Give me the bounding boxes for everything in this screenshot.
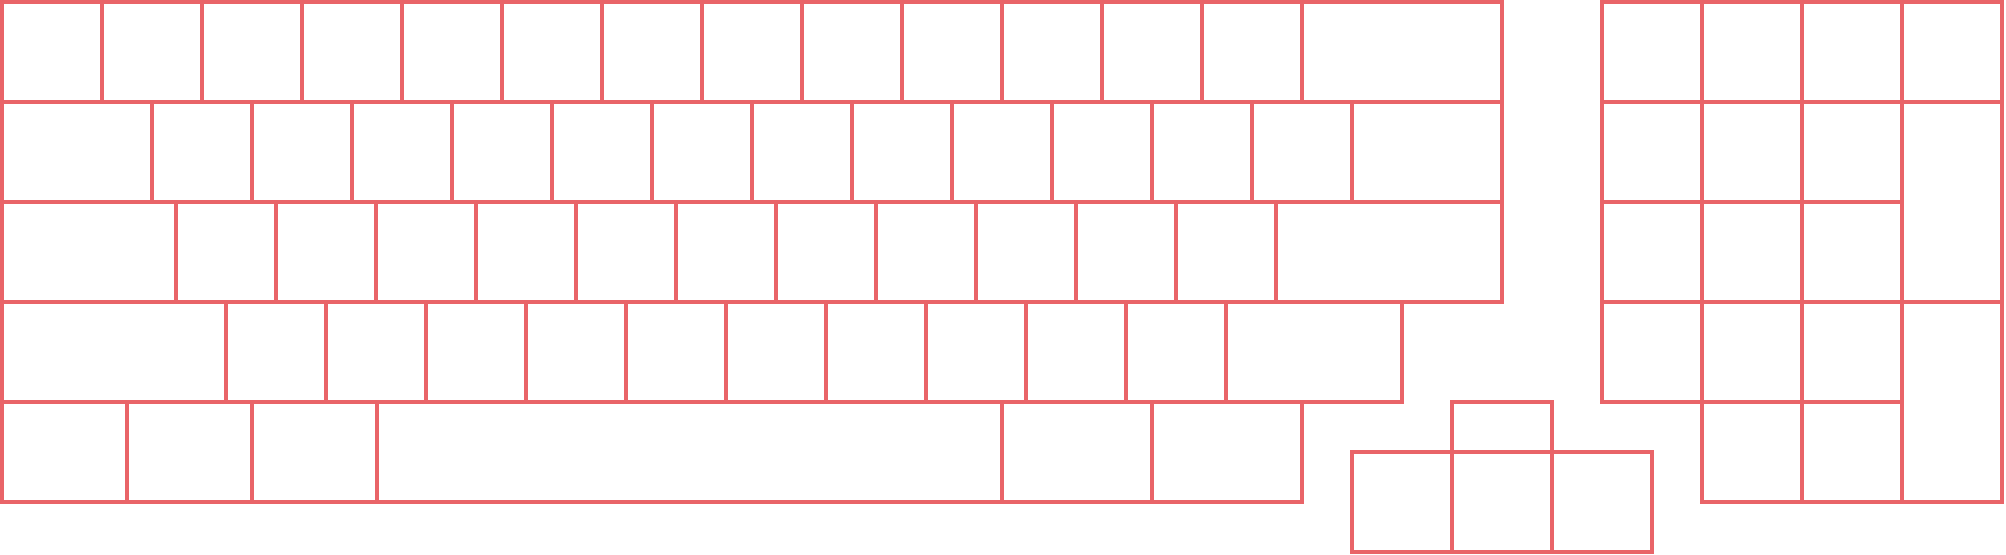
key-main-r5-1 — [2, 402, 127, 502]
key-main-r2-4 — [352, 102, 452, 202]
key-main-r4-1 — [2, 302, 226, 402]
key-main-r3-11 — [1076, 202, 1176, 302]
key-main-r1-1 — [2, 2, 102, 102]
key-main-r4-10 — [1026, 302, 1126, 402]
key-main-r2-14 — [1352, 102, 1502, 202]
numpad-key-r3-3 — [1802, 202, 1902, 302]
key-main-r3-12 — [1176, 202, 1276, 302]
key-main-r3-4 — [376, 202, 476, 302]
key-main-r1-3 — [202, 2, 302, 102]
key-main-r2-8 — [752, 102, 852, 202]
key-main-r5-2 — [127, 402, 252, 502]
key-main-r1-4 — [302, 2, 402, 102]
key-main-r2-3 — [252, 102, 352, 202]
key-main-r1-9 — [802, 2, 902, 102]
key-main-r4-11 — [1126, 302, 1226, 402]
main-key-block — [2, 2, 1502, 502]
key-main-r1-7 — [602, 2, 702, 102]
key-main-r1-6 — [502, 2, 602, 102]
key-main-r3-7 — [676, 202, 776, 302]
key-main-r1-11 — [1002, 2, 1102, 102]
key-main-r2-9 — [852, 102, 952, 202]
key-main-r3-1 — [2, 202, 176, 302]
key-main-r2-13 — [1252, 102, 1352, 202]
key-main-r2-2 — [152, 102, 252, 202]
key-main-r4-8 — [826, 302, 926, 402]
key-main-r3-9 — [876, 202, 976, 302]
key-main-r3-13 — [1276, 202, 1502, 302]
key-main-r4-12 — [1226, 302, 1402, 402]
key-main-r3-3 — [276, 202, 376, 302]
arrow-right-key — [1552, 452, 1652, 552]
key-main-r3-5 — [476, 202, 576, 302]
arrow-key-cluster — [1352, 402, 1652, 552]
key-main-r5-4 — [377, 402, 1002, 502]
key-main-r5-5 — [1002, 402, 1152, 502]
key-main-r4-6 — [626, 302, 726, 402]
key-main-r3-10 — [976, 202, 1076, 302]
numpad-key-r5-3 — [1802, 402, 1902, 502]
numpad-key-r1-1 — [1602, 2, 1702, 102]
arrow-left-key — [1352, 452, 1452, 552]
arrow-down-key — [1452, 452, 1552, 552]
key-main-r1-10 — [902, 2, 1002, 102]
numpad-key-r3-1 — [1602, 202, 1702, 302]
numpad-key-r5-2 — [1702, 402, 1802, 502]
key-main-r4-4 — [426, 302, 526, 402]
key-main-r4-5 — [526, 302, 626, 402]
key-main-r5-3 — [252, 402, 377, 502]
key-main-r2-6 — [552, 102, 652, 202]
key-main-r2-7 — [652, 102, 752, 202]
numpad-key-r1-2 — [1702, 2, 1802, 102]
key-main-r1-12 — [1102, 2, 1202, 102]
numpad-key-r4-1 — [1602, 302, 1702, 402]
key-main-r1-14 — [1302, 2, 1502, 102]
key-main-r4-7 — [726, 302, 826, 402]
key-main-r1-5 — [402, 2, 502, 102]
numeric-keypad — [1602, 2, 2002, 502]
key-main-r1-8 — [702, 2, 802, 102]
key-main-r2-1 — [2, 102, 152, 202]
key-main-r4-2 — [226, 302, 326, 402]
key-main-r3-6 — [576, 202, 676, 302]
numpad-key-r2-2 — [1702, 102, 1802, 202]
key-main-r3-8 — [776, 202, 876, 302]
key-main-r4-3 — [326, 302, 426, 402]
key-main-r1-2 — [102, 2, 202, 102]
numpad-key-r2-3 — [1802, 102, 1902, 202]
numpad-plus-key — [1902, 102, 2002, 302]
key-main-r2-12 — [1152, 102, 1252, 202]
numpad-key-r1-4 — [1902, 2, 2002, 102]
key-main-r2-11 — [1052, 102, 1152, 202]
numpad-key-r1-3 — [1802, 2, 1902, 102]
numpad-key-r4-2 — [1702, 302, 1802, 402]
key-main-r3-2 — [176, 202, 276, 302]
key-main-r1-13 — [1202, 2, 1302, 102]
numpad-key-r4-3 — [1802, 302, 1902, 402]
key-main-r4-9 — [926, 302, 1026, 402]
numpad-enter-key — [1902, 302, 2002, 502]
key-main-r2-5 — [452, 102, 552, 202]
numpad-key-r2-1 — [1602, 102, 1702, 202]
key-main-r2-10 — [952, 102, 1052, 202]
key-main-r5-6 — [1152, 402, 1302, 502]
numpad-key-r3-2 — [1702, 202, 1802, 302]
